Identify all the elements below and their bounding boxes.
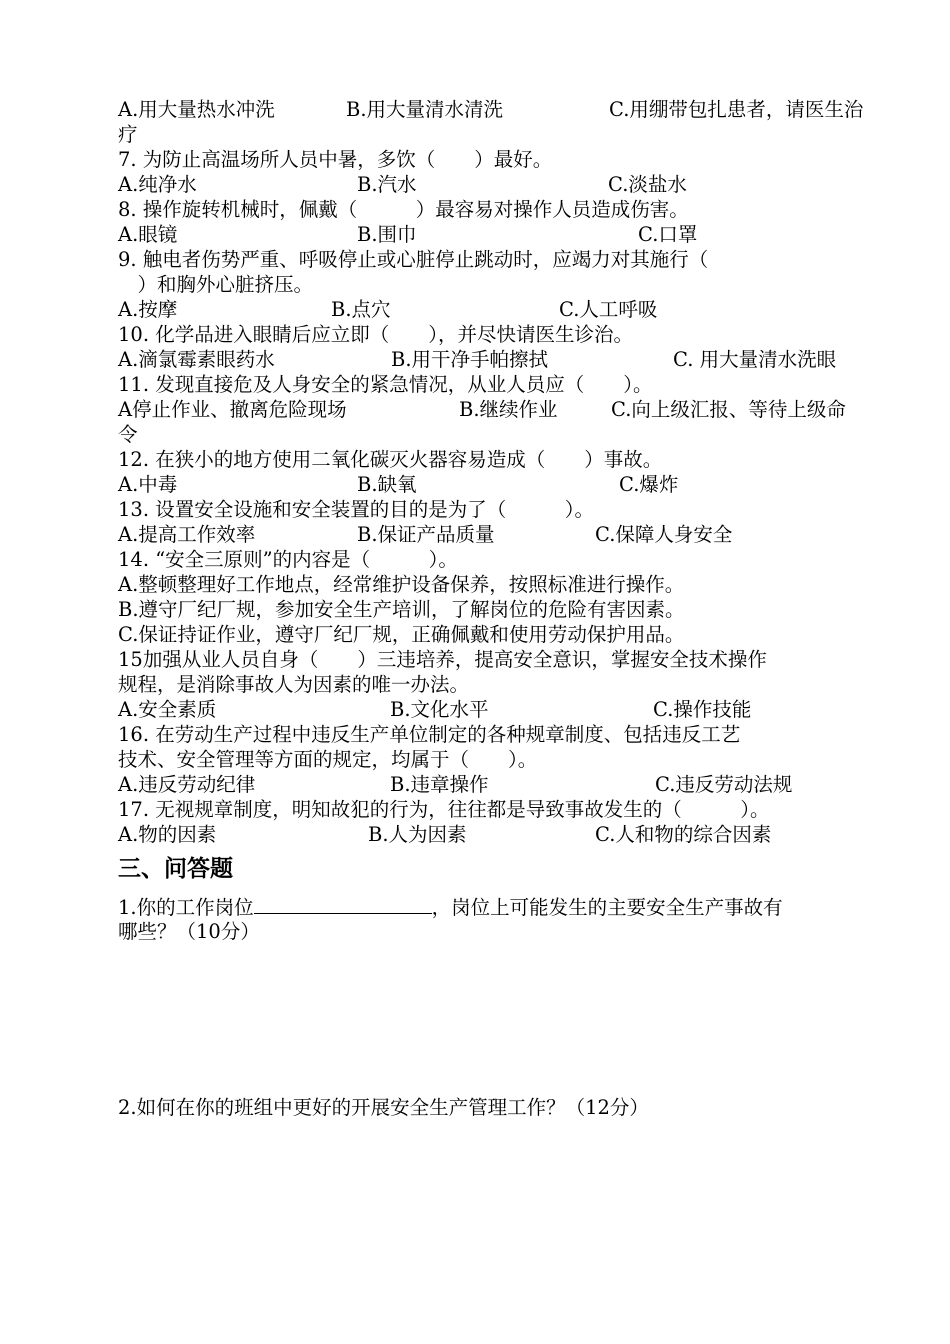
option-text: B.违章操作 bbox=[390, 773, 489, 796]
option-text: A.物的因素 bbox=[118, 823, 217, 846]
option-text: C.淡盐水 bbox=[608, 173, 687, 196]
option-text: A.按摩 bbox=[118, 298, 178, 321]
option-text: C.向上级汇报、等待上级命 bbox=[611, 398, 846, 421]
option-text: B.人为因素 bbox=[368, 823, 467, 846]
option-text: C.保障人身安全 bbox=[595, 523, 733, 546]
option-text: A.中毒 bbox=[118, 473, 178, 496]
option-text: A.纯净水 bbox=[118, 173, 197, 196]
option-text: B.汽水 bbox=[357, 173, 417, 196]
question-text: 8. 操作旋转机械时，佩戴（ ）最容易对操作人员造成伤害。 bbox=[118, 198, 689, 221]
q1-prefix: 1.你的工作岗位 bbox=[118, 896, 254, 919]
question-text: ）和胸外心脏挤压。 bbox=[118, 273, 314, 296]
option-text: A.滴氯霉素眼药水 bbox=[118, 348, 275, 371]
option-text: B.缺氧 bbox=[357, 473, 417, 496]
question-text: 9. 触电者伤势严重、呼吸停止或心脏停止跳动时，应竭力对其施行（ bbox=[118, 248, 709, 271]
question-text: 14. “安全三原则”的内容是（ ）。 bbox=[118, 548, 458, 571]
question-text: 10. 化学品进入眼睛后应立即（ ），并尽快请医生诊治。 bbox=[118, 323, 633, 346]
option-text: B.保证产品质量 bbox=[357, 523, 495, 546]
question-text: C.保证持证作业，遵守厂纪厂规，正确佩戴和使用劳动保护用品。 bbox=[118, 623, 685, 646]
option-text: A.眼镜 bbox=[118, 223, 178, 246]
section-heading: 三、问答题 bbox=[118, 856, 233, 882]
option-text: B.文化水平 bbox=[390, 698, 489, 721]
question-text: B.遵守厂纪厂规，参加安全生产培训，了解岗位的危险有害因素。 bbox=[118, 598, 685, 621]
option-text: C.用绷带包扎患者，请医生治 bbox=[609, 98, 864, 121]
essay-question-1 bbox=[118, 895, 783, 920]
question-text: 16. 在劳动生产过程中违反生产单位制定的各种规章制度、包括违反工艺 bbox=[118, 723, 741, 746]
question-text: 11. 发现直接危及人身安全的紧急情况，从业人员应（ ）。 bbox=[118, 373, 653, 396]
question-text: 技术、安全管理等方面的规定，均属于（ ）。 bbox=[118, 748, 538, 771]
option-text: A停止作业、撤离危险现场 bbox=[118, 398, 347, 421]
essay-question-2: 2.如何在你的班组中更好的开展安全生产管理工作？（12分） bbox=[118, 1096, 649, 1119]
option-text: B.围巾 bbox=[357, 223, 417, 246]
option-text: C.人和物的综合因素 bbox=[595, 823, 772, 846]
option-text: B.用干净手帕擦拭 bbox=[391, 348, 549, 371]
question-text: A.整顿整理好工作地点，经常维护设备保养，按照标准进行操作。 bbox=[118, 573, 685, 596]
option-text: C.口罩 bbox=[638, 223, 698, 246]
option-text: C.爆炸 bbox=[619, 473, 679, 496]
option-text: C.操作技能 bbox=[653, 698, 752, 721]
option-text: A.安全素质 bbox=[118, 698, 217, 721]
option-text: B.点穴 bbox=[331, 298, 391, 321]
option-text: A.违反劳动纪律 bbox=[118, 773, 256, 796]
question-text: 13. 设置安全设施和安全装置的目的是为了（ ）。 bbox=[118, 498, 594, 521]
answer-blank[interactable] bbox=[254, 895, 432, 914]
q1-suffix: ，岗位上可能发生的主要安全生产事故有 bbox=[431, 896, 783, 919]
question-text: 7. 为防止高温场所人员中暑，多饮（ ）最好。 bbox=[118, 148, 553, 171]
option-text: C.人工呼吸 bbox=[559, 298, 658, 321]
option-text: A.用大量热水冲洗 bbox=[118, 98, 275, 121]
option-text: C.违反劳动法规 bbox=[655, 773, 793, 796]
question-text: 15加强从业人员自身（ ）三违培养，提高安全意识，掌握安全技术操作 bbox=[118, 648, 767, 671]
option-text: B.继续作业 bbox=[459, 398, 558, 421]
option-text: B.用大量清水清洗 bbox=[346, 98, 504, 121]
option-text: A.提高工作效率 bbox=[118, 523, 256, 546]
option-text: C. 用大量清水洗眼 bbox=[673, 348, 837, 371]
question-text: 疗 bbox=[118, 123, 138, 146]
question-text: 令 bbox=[118, 423, 138, 446]
question-text: 17. 无视规章制度，明知故犯的行为，往往都是导致事故发生的（ ）。 bbox=[118, 798, 770, 821]
essay-question-1-cont: 哪些？（10分） bbox=[118, 920, 260, 943]
question-text: 规程，是消除事故人为因素的唯一办法。 bbox=[118, 673, 470, 696]
question-text: 12. 在狭小的地方使用二氧化碳灭火器容易造成（ ）事故。 bbox=[118, 448, 663, 471]
